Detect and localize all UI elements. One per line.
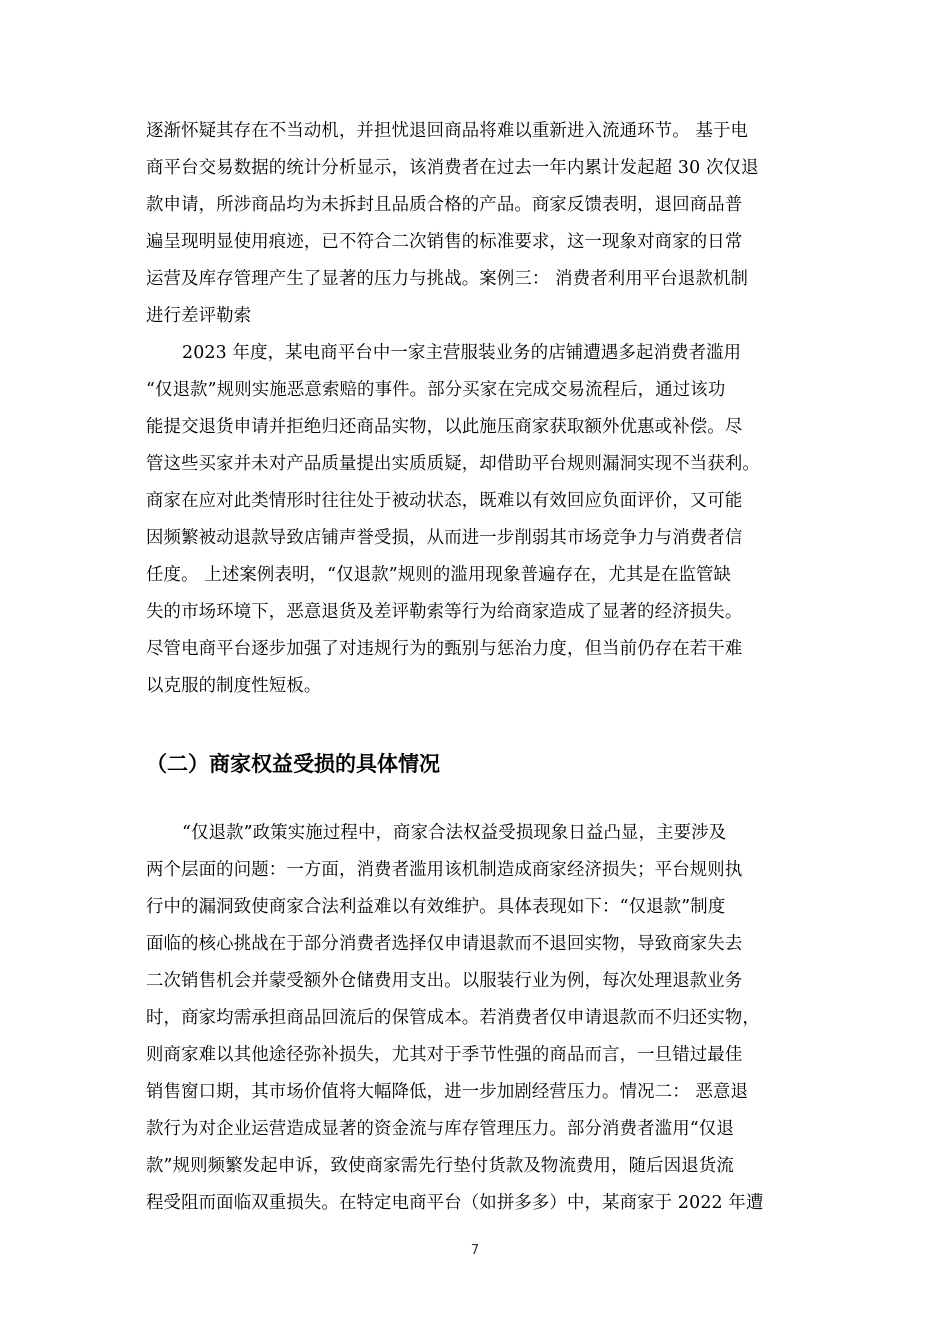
text-line: 销售窗口期，其市场价值将大幅降低，进一步加剧经营压力。情况二： 恶意退 [146, 1082, 749, 1102]
text-line: 款申请，所涉商品均为未拆封且品质合格的产品。商家反馈表明，退回商品普 [146, 195, 743, 215]
text-line: 两个层面的问题：一方面，消费者滥用该机制造成商家经济损失；平台规则执 [146, 860, 743, 880]
text-line: 二次销售机会并蒙受额外仓储费用支出。以服装行业为例，每次处理退款业务 [146, 971, 743, 991]
text-line: 因频繁被动退款导致店铺声誉受损，从而进一步削弱其市场竞争力与消费者信 [146, 528, 743, 548]
text-line: 逐渐怀疑其存在不当动机，并担忧退回商品将难以重新进入流通环节。 基于电 [146, 121, 749, 141]
text-line: 运营及库存管理产生了显著的压力与挑战。案例三： 消费者利用平台退款机制 [146, 269, 749, 289]
text-line: 款”规则频繁发起申诉，致使商家需先行垫付货款及物流费用，随后因退货流 [146, 1156, 734, 1176]
text-line: “仅退款”规则实施恶意索赔的事件。部分买家在完成交易流程后，通过该功 [146, 380, 726, 400]
text-line: “仅退款”政策实施过程中，商家合法权益受损现象日益凸显，主要涉及 [182, 823, 727, 843]
text-line: 则商家难以其他途径弥补损失，尤其对于季节性强的商品而言，一旦错过最佳 [146, 1045, 743, 1065]
text-line: 以克服的制度性短板。 [146, 676, 322, 696]
text-line: 程受阻而面临双重损失。在特定电商平台（如拼多多）中，某商家于 2022 年遭 [146, 1193, 764, 1213]
text-line: 商家在应对此类情形时往往处于被动状态，既难以有效回应负面评价，又可能 [146, 491, 743, 511]
text-line: 面临的核心挑战在于部分消费者选择仅申请退款而不退回实物，导致商家失去 [146, 934, 743, 954]
text-line: 款行为对企业运营造成显著的资金流与库存管理压力。部分消费者滥用“仅退 [146, 1119, 734, 1139]
text-line: 失的市场环境下，恶意退货及差评勒索等行为给商家造成了显著的经济损失。 [146, 602, 743, 622]
text-line: 行中的漏洞致使商家合法利益难以有效维护。具体表现如下：“仅退款”制度 [146, 897, 726, 917]
text-line: 管这些买家并未对产品质量提出实质质疑，却借助平台规则漏洞实现不当获利。 [146, 454, 760, 474]
text-line: 时，商家均需承担商品回流后的保管成本。若消费者仅申请退款而不归还实物， [146, 1008, 760, 1028]
text-line: 遍呈现明显使用痕迹，已不符合二次销售的标准要求，这一现象对商家的日常 [146, 232, 743, 252]
text-line: 进行差评勒索 [146, 306, 252, 326]
page-number: 7 [470, 1243, 480, 1258]
section-heading: （二）商家权益受损的具体情况 [146, 752, 440, 776]
text-line: 商平台交易数据的统计分析显示，该消费者在过去一年内累计发起超 30 次仅退 [146, 158, 759, 178]
text-line: 任度。 上述案例表明，“仅退款”规则的滥用现象普遍存在，尤其是在监管缺 [146, 565, 732, 585]
text-line: 能提交退货申请并拒绝归还商品实物，以此施压商家获取额外优惠或补偿。尽 [146, 417, 743, 437]
text-line: 2023 年度，某电商平台中一家主营服装业务的店铺遭遇多起消费者滥用 [182, 343, 742, 363]
text-line: 尽管电商平台逐步加强了对违规行为的甄别与惩治力度，但当前仍存在若干难 [146, 639, 743, 659]
